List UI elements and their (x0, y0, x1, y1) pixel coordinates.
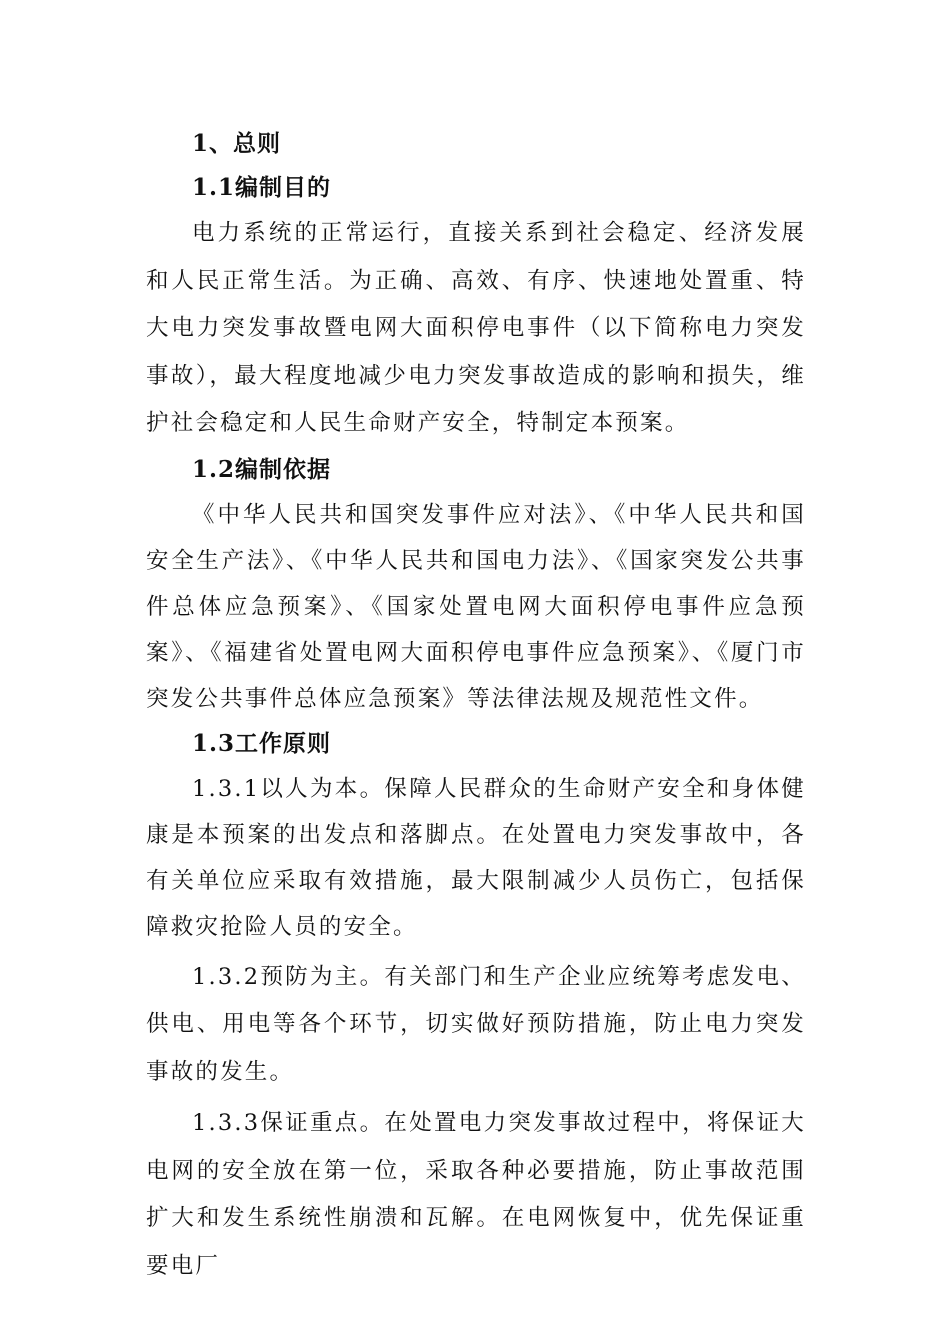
paragraph-principle-3: 1.3.3保证重点。在处置电力突发事故过程中，将保证大电网的安全放在第一位，采取各种必要措施，防止事故范围扩大和发生系统性崩溃和瓦解。在电网恢复中，优先保证重要电厂 (146, 1110, 806, 1279)
section-heading-1-3: 1.3工作原则 (192, 729, 332, 757)
paragraph-basis: 《中华人民共和国突发事件应对法》、《中华人民共和国安全生产法》、《中华人民共和国电力法》、《国家突发公共事件总体应急预案》、《国家处置电网大面积停电事件应急预案》、《福建省处置电网大面积停电事件应急预案》、《厦门市突发公共事件总体应急预案》等法律法规及规范性文件。 (146, 501, 806, 712)
paragraph-principle-2: 1.3.2预防为主。有关部门和生产企业应统筹考虑发电、供电、用电等各个环节，切实做好预防措施，防止电力突发事故的发生。 (146, 963, 806, 1085)
document-body (146, 122, 806, 1290)
paragraph-principle-1: 1.3.1以人为本。保障人民群众的生命财产安全和身体健康是本预案的出发点和落脚点。在处置电力突发事故中，各有关单位应采取有效措施，最大限制减少人员伤亡，包括保障救灾抢险人员的安全。 (146, 775, 806, 940)
section-heading-1: 1、总则 (192, 130, 282, 157)
section-heading-1-1: 1.1编制目的 (192, 174, 332, 201)
section-heading-1-2: 1.2编制依据 (192, 455, 332, 483)
paragraph-purpose: 电力系统的正常运行，直接关系到社会稳定、经济发展和人民正常生活。为正确、高效、有序、快速地处置重、特大电力突发事故暨电网大面积停电事件（以下简称电力突发事故），最大程度地减少电力突发事故造成的影响和损失，维护社会稳定和人民生命财产安全，特制定本预案。 (146, 220, 806, 436)
